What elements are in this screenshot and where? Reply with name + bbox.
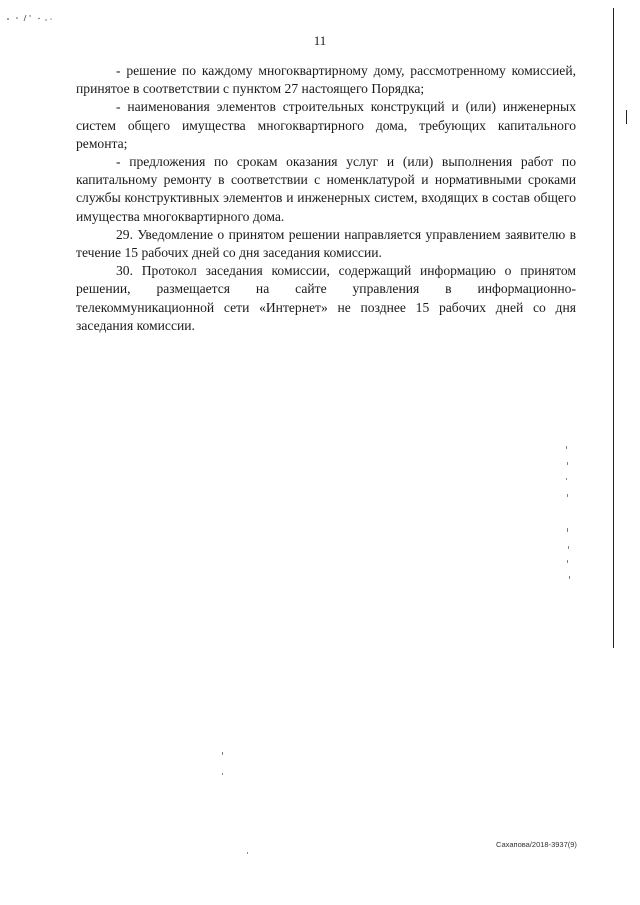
scan-speck bbox=[569, 576, 570, 579]
scan-speck bbox=[566, 446, 567, 449]
list-item-proposals: - предложения по срокам оказания услуг и (или) выполнения работ по капитальному ремонту в соответствии с номенклатурой и нормативными сроками службы конструктивных элементов и инженерных систем, входящих в состав общего имущества многоквартирного дома. bbox=[76, 154, 576, 224]
scan-edge-mark bbox=[626, 110, 627, 124]
document-body bbox=[76, 62, 576, 335]
scan-speck bbox=[222, 773, 223, 775]
document-footer-code: Сахапова/2018-3937(9) bbox=[496, 840, 577, 849]
scan-speck bbox=[567, 560, 568, 563]
scan-speck bbox=[568, 546, 569, 549]
scan-speck bbox=[567, 462, 568, 465]
list-item-elements: - наименования элементов строительных конструкций и (или) инженерных систем общего имущества многоквартирного дома, требующих капитального ремонта; bbox=[76, 99, 576, 151]
list-item-decision: - решение по каждому многоквартирному дому, рассмотренному комиссией, принятое в соответствии с пунктом 27 настоящего Порядка; bbox=[76, 63, 576, 97]
scan-edge-line bbox=[613, 8, 614, 648]
page-number: 11 bbox=[313, 33, 327, 48]
scan-speck bbox=[222, 752, 223, 755]
clause-29: 29. Уведомление о принятом решении направляется управлением заявителю в течение 15 рабочих дней со дня заседания комиссии. bbox=[76, 226, 576, 261]
scan-speck bbox=[566, 478, 567, 480]
scan-artifact-marks bbox=[4, 10, 64, 24]
clause-30: 30. Протокол заседания комиссии, содержащий информацию о принятом решении, размещается на сайте управления в информационно-телекоммуникационной сети «Интернет» не позднее 15 рабочих дней со дня заседания комиссии. bbox=[76, 263, 576, 333]
scan-speck bbox=[247, 852, 248, 854]
scan-speck bbox=[567, 528, 568, 532]
scan-speck bbox=[567, 494, 568, 497]
